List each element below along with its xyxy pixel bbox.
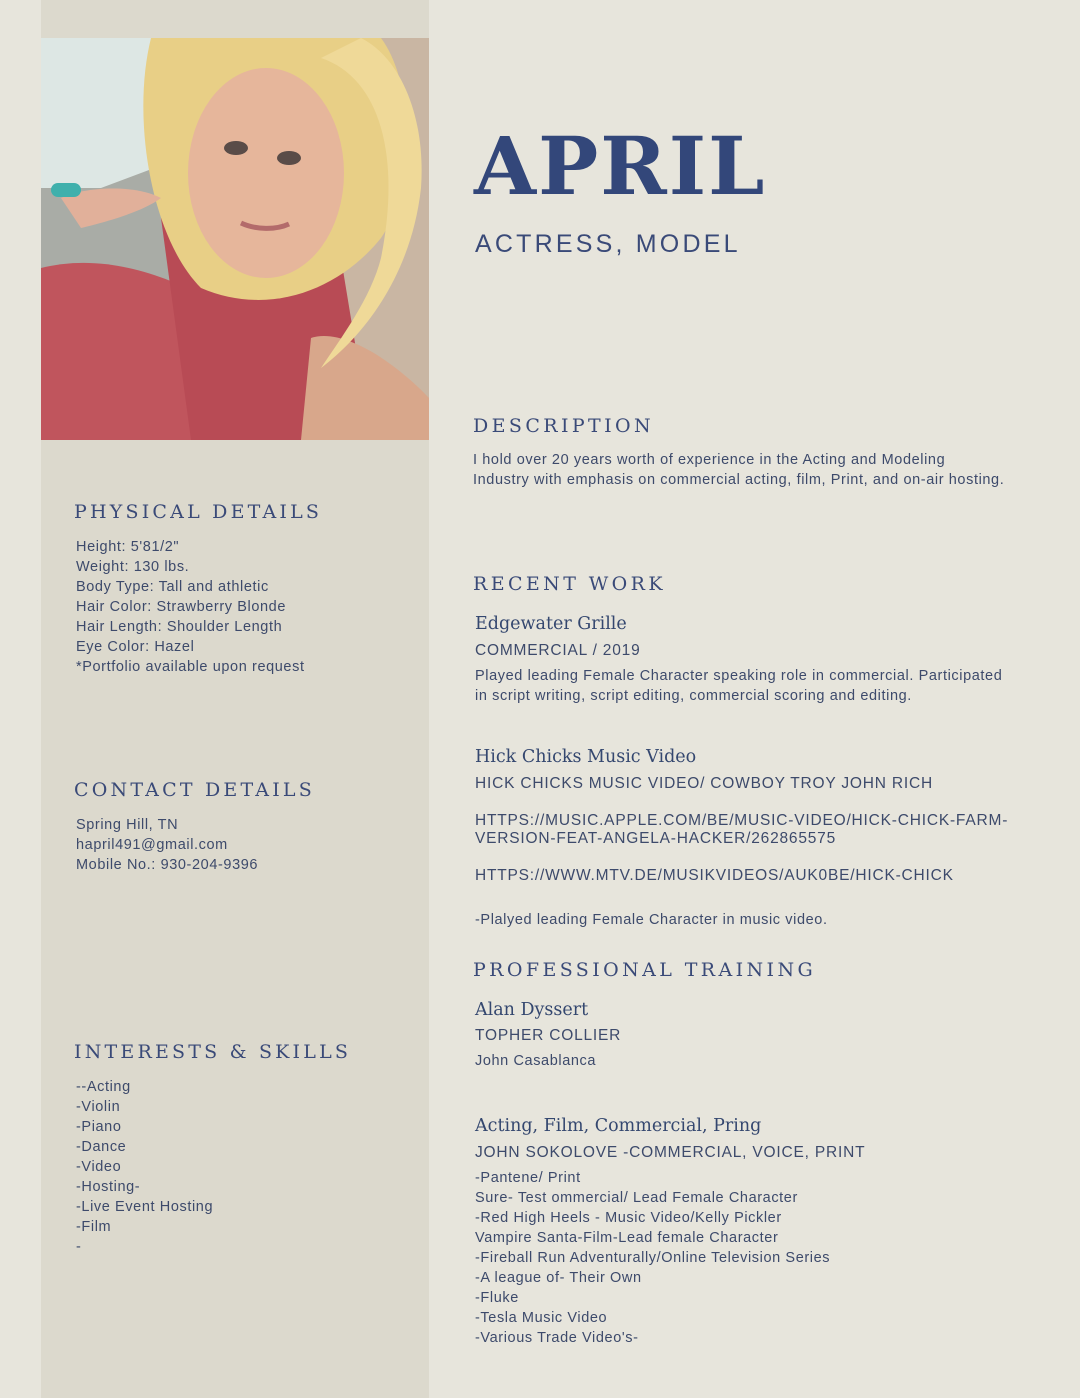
work-entry-subtitle: COMMERCIAL / 2019 — [475, 642, 641, 659]
physical-details-heading: PHYSICAL DETAILS — [74, 501, 323, 523]
profile-photo-illustration — [41, 38, 429, 440]
list-item: -Various Trade Video's- — [475, 1330, 639, 1346]
work-entry-title: Hick Chicks Music Video — [475, 747, 697, 767]
list-item: -Tesla Music Video — [475, 1310, 608, 1326]
list-item: hapril491@gmail.com — [76, 837, 228, 853]
contact-details-section — [74, 779, 414, 875]
list-item: I hold over 20 years worth of experience in the Acting and Modeling — [473, 452, 946, 468]
list-item: Vampire Santa-Film-Lead female Character — [475, 1230, 779, 1246]
work-entry-subtitle: HICK CHICKS MUSIC VIDEO/ COWBOY TROY JOHN RICH — [475, 775, 933, 792]
training-entry-subtitle: JOHN SOKOLOVE -COMMERCIAL, VOICE, PRINT — [475, 1144, 866, 1161]
list-item: Spring Hill, TN — [76, 817, 179, 833]
work-entry-note: -Plalyed leading Female Character in music video. — [475, 912, 828, 928]
training-entry-title: Alan Dyssert — [475, 1000, 589, 1020]
list-item: -Live Event Hosting — [76, 1199, 214, 1215]
interests-skills-heading: INTERESTS & SKILLS — [74, 1041, 352, 1063]
professional-training-heading: PROFESSIONAL TRAINING — [473, 959, 817, 981]
description-heading: DESCRIPTION — [473, 415, 655, 437]
list-item: Weight: 130 lbs. — [76, 559, 190, 575]
list-item[interactable]: HTTPS://MUSIC.APPLE.COM/BE/MUSIC-VIDEO/HICK-CHICK-FARM- — [475, 812, 1009, 829]
list-item: -A league of- Their Own — [475, 1270, 642, 1286]
list-item: -Red High Heels - Music Video/Kelly Pickler — [475, 1210, 782, 1226]
description-text — [473, 450, 1004, 490]
training-entry-title: Acting, Film, Commercial, Pring — [475, 1116, 762, 1136]
list-item: -Hosting- — [76, 1179, 141, 1195]
training-entry-details — [475, 1168, 830, 1348]
list-item: Body Type: Tall and athletic — [76, 579, 269, 595]
list-item: John Casablanca — [475, 1053, 597, 1069]
list-item: in script writing, script editing, commercial scoring and editing. — [475, 688, 912, 704]
list-item[interactable]: VERSION-FEAT-ANGELA-HACKER/262865575 — [475, 830, 837, 847]
profile-photo — [41, 38, 429, 440]
work-entry-title: Edgewater Grille — [475, 614, 627, 634]
applicant-name: APRIL — [474, 119, 767, 213]
list-item: --Acting — [76, 1079, 131, 1095]
list-item: Sure- Test ommercial/ Lead Female Character — [475, 1190, 798, 1206]
interests-skills-section — [74, 1041, 414, 1257]
list-item: Industry with emphasis on commercial acting, film, Print, and on-air hosting. — [473, 472, 1005, 488]
list-item: *Portfolio available upon request — [76, 659, 305, 675]
list-item: Eye Color: Hazel — [76, 639, 195, 655]
contact-details-heading: CONTACT DETAILS — [74, 779, 315, 801]
list-item: -Fluke — [475, 1290, 519, 1306]
list-item: Mobile No.: 930-204-9396 — [76, 857, 259, 873]
list-item: - — [76, 1239, 82, 1255]
list-item: -Dance — [76, 1139, 127, 1155]
training-entry-details — [475, 1051, 596, 1071]
list-item: -Video — [76, 1159, 122, 1175]
list-item: Hair Length: Shoulder Length — [76, 619, 283, 635]
training-entry-subtitle: TOPHER COLLIER — [475, 1027, 622, 1044]
work-entry-description — [475, 666, 1002, 706]
recent-work-heading: RECENT WORK — [473, 573, 666, 595]
list-item: -Film — [76, 1219, 112, 1235]
physical-details-section — [74, 501, 414, 677]
apple-music-link[interactable] — [475, 812, 1008, 848]
interests-skills-list — [76, 1077, 414, 1257]
list-item: Height: 5'81/2" — [76, 539, 180, 555]
list-item: Played leading Female Character speaking role in commercial. Participated — [475, 668, 1003, 684]
list-item: -Piano — [76, 1119, 122, 1135]
contact-details-list — [76, 815, 414, 875]
mtv-link[interactable]: HTTPS://WWW.MTV.DE/MUSIKVIDEOS/AUK0BE/HICK-CHICK — [475, 867, 954, 884]
applicant-role: ACTRESS, MODEL — [475, 230, 741, 258]
list-item: -Fireball Run Adventurally/Online Television Series — [475, 1250, 831, 1266]
list-item: Hair Color: Strawberry Blonde — [76, 599, 286, 615]
list-item: -Pantene/ Print — [475, 1170, 581, 1186]
list-item: -Violin — [76, 1099, 121, 1115]
physical-details-list — [76, 537, 414, 677]
